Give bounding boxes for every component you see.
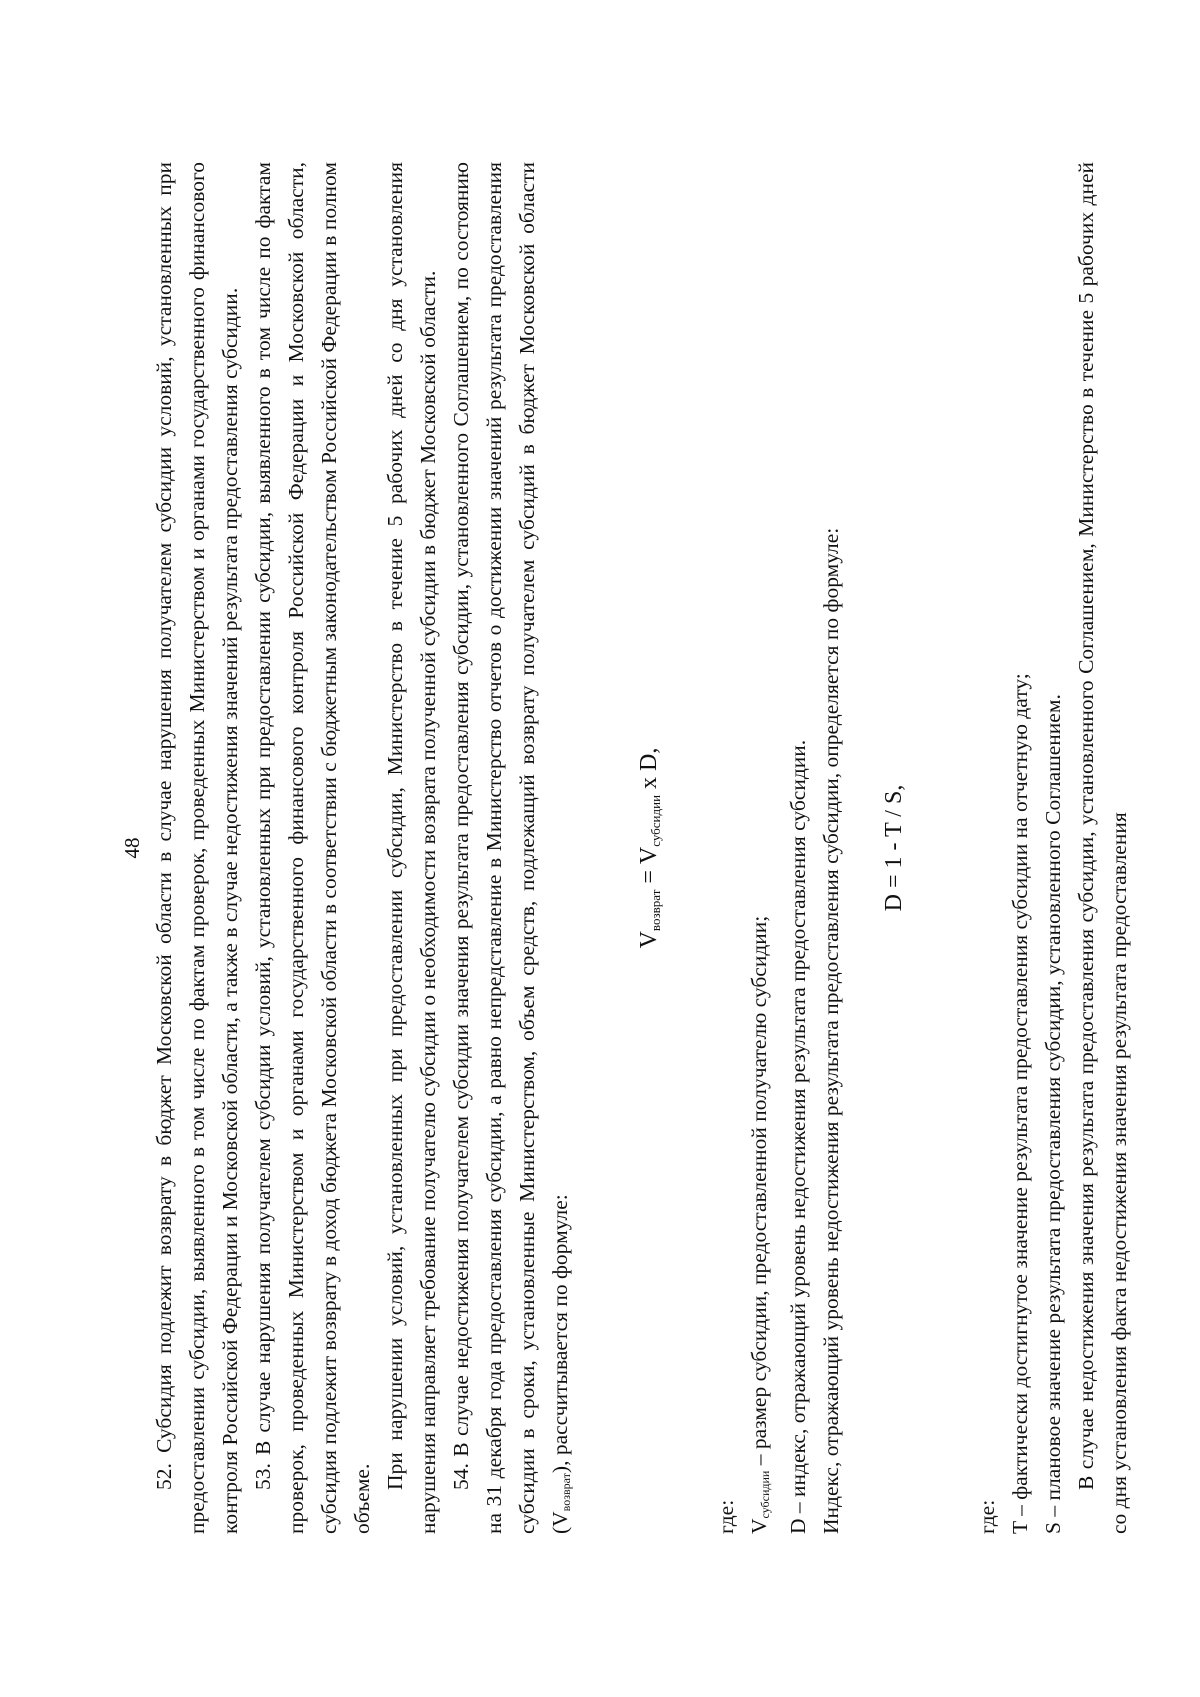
spacer xyxy=(848,162,878,1534)
where-label-2: где: xyxy=(975,1499,999,1534)
index-formula: D = 1 - T / S, xyxy=(881,784,907,912)
paragraph-54 xyxy=(445,162,583,1534)
paragraph-52: 52. Субсидия подлежит возврату в бюджет Московской области в случае нарушения получателем субсидии условий, установленных при предоставлении субсидии, выявленного в том числе по фактам проверок, проведенных Министерством и органами государственного финансового контроля Российской Федерации и Московской области, а также в случае недостижения значений результата предоставления субсидии. xyxy=(152,162,242,1534)
formula-sub-left: возврат xyxy=(648,889,663,932)
paragraph-53-notice: При нарушении условий, установленных при предоставлении субсидии, Министерство в течение 5 рабочих дней со дня установления нарушения направляет требование получателю субсидии о необходимости возврата полученной субсидии в бюджет Московской области. xyxy=(383,162,440,1534)
refund-formula xyxy=(633,162,672,1534)
formula-tail: x D, xyxy=(636,747,662,795)
paragraph-54-subscript: возврат xyxy=(559,1473,573,1512)
definition-v-text: – размер субсидии, предоставленной получателю субсидии; xyxy=(747,915,771,1471)
definition-s: S – плановое значение результата предоставления субсидии, установленного Соглашением. xyxy=(1041,694,1065,1534)
definition-v-subscript: субсидии xyxy=(758,1470,772,1519)
where-label-1: где: xyxy=(714,1499,738,1534)
definition-d: D – индекс, отражающий уровень недостижения результата предоставления субсидии. xyxy=(786,739,810,1534)
spacer xyxy=(583,162,633,1534)
paragraph-last: В случае недостижения значения результата предоставления субсидии, установленного Соглашением, Министерство в течение 5 рабочих дней со дня установления факта недостижения значения результата предоставления xyxy=(1074,162,1131,1534)
paragraph-54-text: 54. В случае недостижения получателем субсидии значения результата предоставления субсидии, установленного Соглашением, по состоянию на 31 декабря года предоставления субсидии, а равно непредставление в Министерство отчетов о достижении значений результата предоставления субсидии в сроки, установленные Министерством, объем средств, подлежащий возврату получателем субсидий в бюджет Московской области (V xyxy=(449,162,572,1534)
formula-sub-right: субсидии xyxy=(648,794,663,847)
rotated-document-page xyxy=(110,138,1131,1558)
spacer xyxy=(911,162,971,1534)
definition-v-subsidy xyxy=(743,162,782,1534)
formula-eq: = V xyxy=(636,846,662,890)
definition-t: T – фактически достигнутое значение результата предоставления субсидии на отчетную дату; xyxy=(1008,673,1032,1534)
document-body xyxy=(148,162,1136,1534)
definition-v-letter: V xyxy=(747,1518,771,1534)
definition-index: Индекс, отражающий уровень недостижения результата предоставления субсидии, определяется по формуле: xyxy=(819,527,843,1534)
formula-v-left: V xyxy=(636,931,662,949)
page-number: 48 xyxy=(120,837,144,859)
spacer xyxy=(672,162,710,1534)
paragraph-54-tail: ), рассчитывается по формуле: xyxy=(548,1194,572,1474)
paragraph-53: 53. В случае нарушения получателем субсидии условий, установленных при предоставлении субсидии, выявленного в том числе по фактам проверок, проведенных Министерством и органами государственного финансового контроля Российской Федерации и Московской области, субсидия подлежит возврату в доход бюджета Московской области в соответствии с бюджетным законодательством Российской Федерации в полном объеме. xyxy=(251,162,374,1534)
